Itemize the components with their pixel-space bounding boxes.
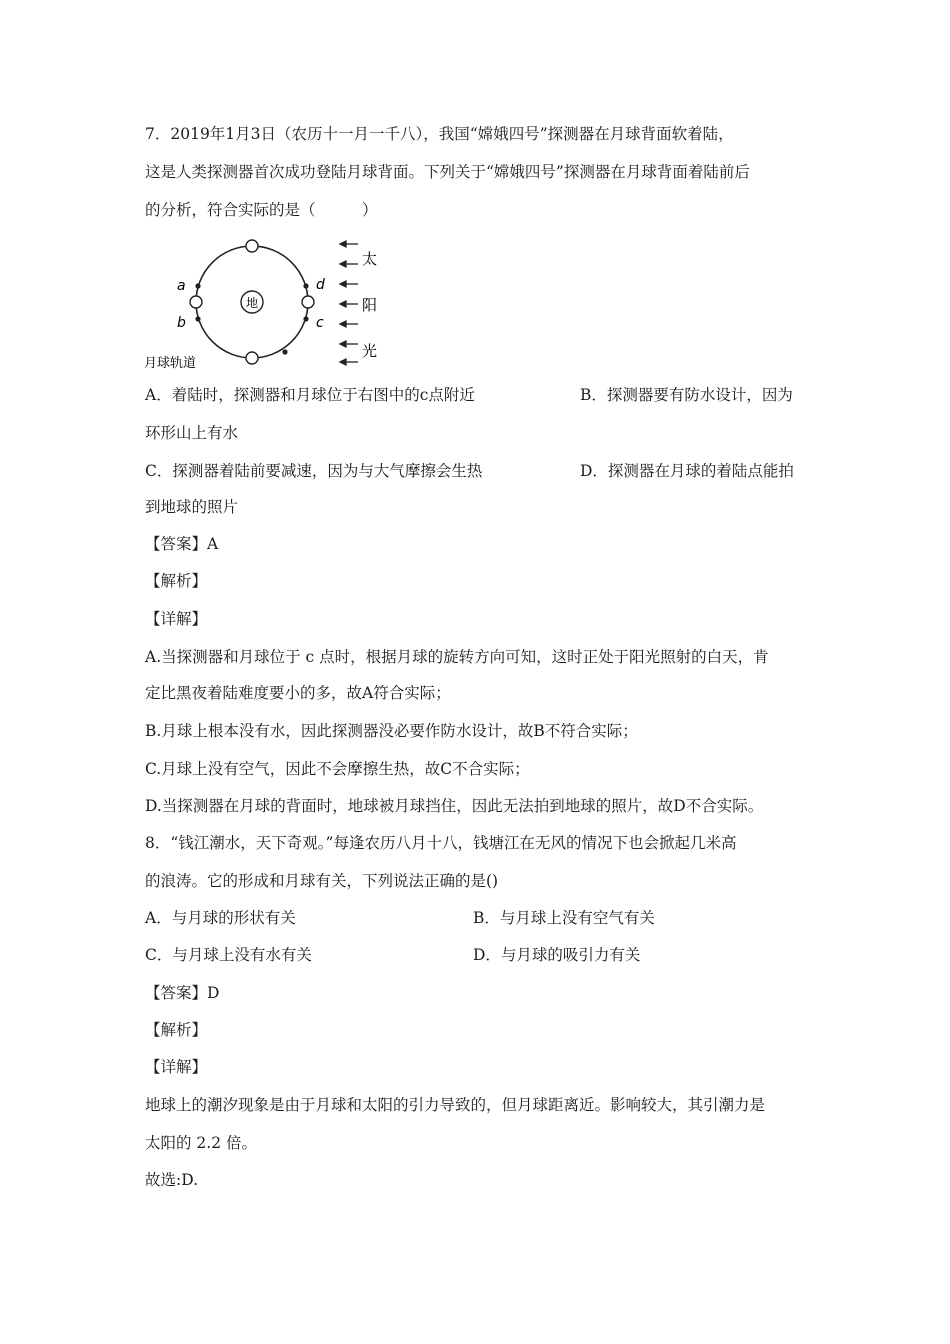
q8-option-a: A．与月球的形状有关 [145,909,296,927]
q7-option-c: C．探测器着陆前要减速，因为与大气摩擦会生热 [145,462,483,480]
point-d-dot [303,283,308,288]
q8-stem-line-1: 8．“钱江潮水，天下奇观。”每逢农历八月十八，钱塘江在无风的情况下也会掀起几米高 [145,834,737,852]
q8-option-c: C．与月球上没有水有关 [145,946,312,964]
moon-bottom [246,352,258,364]
q7-detail-line-1: A.当探测器和月球位于 c 点时，根据月球的旋转方向可知，这时正处于阳光照射的白天，肯 [145,648,769,666]
q7-option-b-cont: 环形山上有水 [145,424,239,442]
moon-left [190,296,202,308]
sunlight-arrows [340,241,358,365]
q7-detail-heading: 【详解】 [145,610,208,628]
orbit-label: 月球轨道 [144,356,197,370]
q7-stem-line-2: 这是人类探测器首次成功登陆月球背面。下列关于“嫦娥四号”探测器在月球背面着陆前后 [145,163,750,181]
q8-detail-line-2: 太阳的 2.2 倍。 [145,1134,258,1152]
q7-detail-line-3: B.月球上根本没有水，因此探测器没必要作防水设计，故B不符合实际； [145,722,638,740]
q7-detail-line-5: D.当探测器在月球的背面时，地球被月球挡住，因此无法拍到地球的照片，故D不合实际。 [145,797,764,815]
q7-option-a: A．着陆时，探测器和月球位于右图中的c点附近 [145,386,475,404]
point-b-label: b [177,315,186,331]
q8-detail-heading: 【详解】 [145,1058,208,1076]
q7-detail-line-2: 定比黑夜着陆难度要小的多，故A符合实际； [145,684,451,702]
q7-analysis-heading: 【解析】 [145,572,208,590]
q7-detail-line-4: C.月球上没有空气，因此不会摩擦生热，故C不合实际； [145,760,530,778]
q7-stem-line-1: 7．2019年1月3日（农历十一月一千八），我国“嫦娥四号”探测器在月球背面软着陆， [145,125,734,143]
sunlight-char-1: 太 [362,250,378,268]
q7-option-d-cont: 到地球的照片 [145,498,239,516]
point-d-label: d [316,277,325,293]
q7-answer: 【答案】A [145,535,219,553]
orbit-direction-dot [282,349,287,354]
point-a-label: a [177,278,186,294]
q8-option-d: D．与月球的吸引力有关 [473,946,641,964]
q7-option-d: D．探测器在月球的着陆点能拍 [580,462,794,480]
q7-stem-line-3: 的分析，符合实际的是（ ） [145,201,378,219]
moon-orbit-diagram [140,232,400,370]
sunlight-char-3: 光 [362,342,378,360]
point-a-dot [195,283,200,288]
point-b-dot [195,316,200,321]
earth-label: 地 [245,296,259,310]
q8-analysis-heading: 【解析】 [145,1021,208,1039]
q8-stem-line-2: 的浪涛。它的形成和月球有关，下列说法正确的是() [145,872,499,890]
q7-option-b: B．探测器要有防水设计，因为 [580,386,793,404]
q8-answer: 【答案】D [145,984,220,1002]
point-c-label: c [316,315,324,331]
q8-option-b: B．与月球上没有空气有关 [473,909,655,927]
q8-detail-line-1: 地球上的潮汐现象是由于月球和太阳的引力导致的，但月球距离近。影响较大，其引潮力是 [145,1096,766,1114]
moon-right [302,296,314,308]
moon-top [246,240,258,252]
q8-detail-line-3: 故选:D. [145,1171,199,1189]
sunlight-char-2: 阳 [362,296,378,314]
point-c-dot [303,316,308,321]
